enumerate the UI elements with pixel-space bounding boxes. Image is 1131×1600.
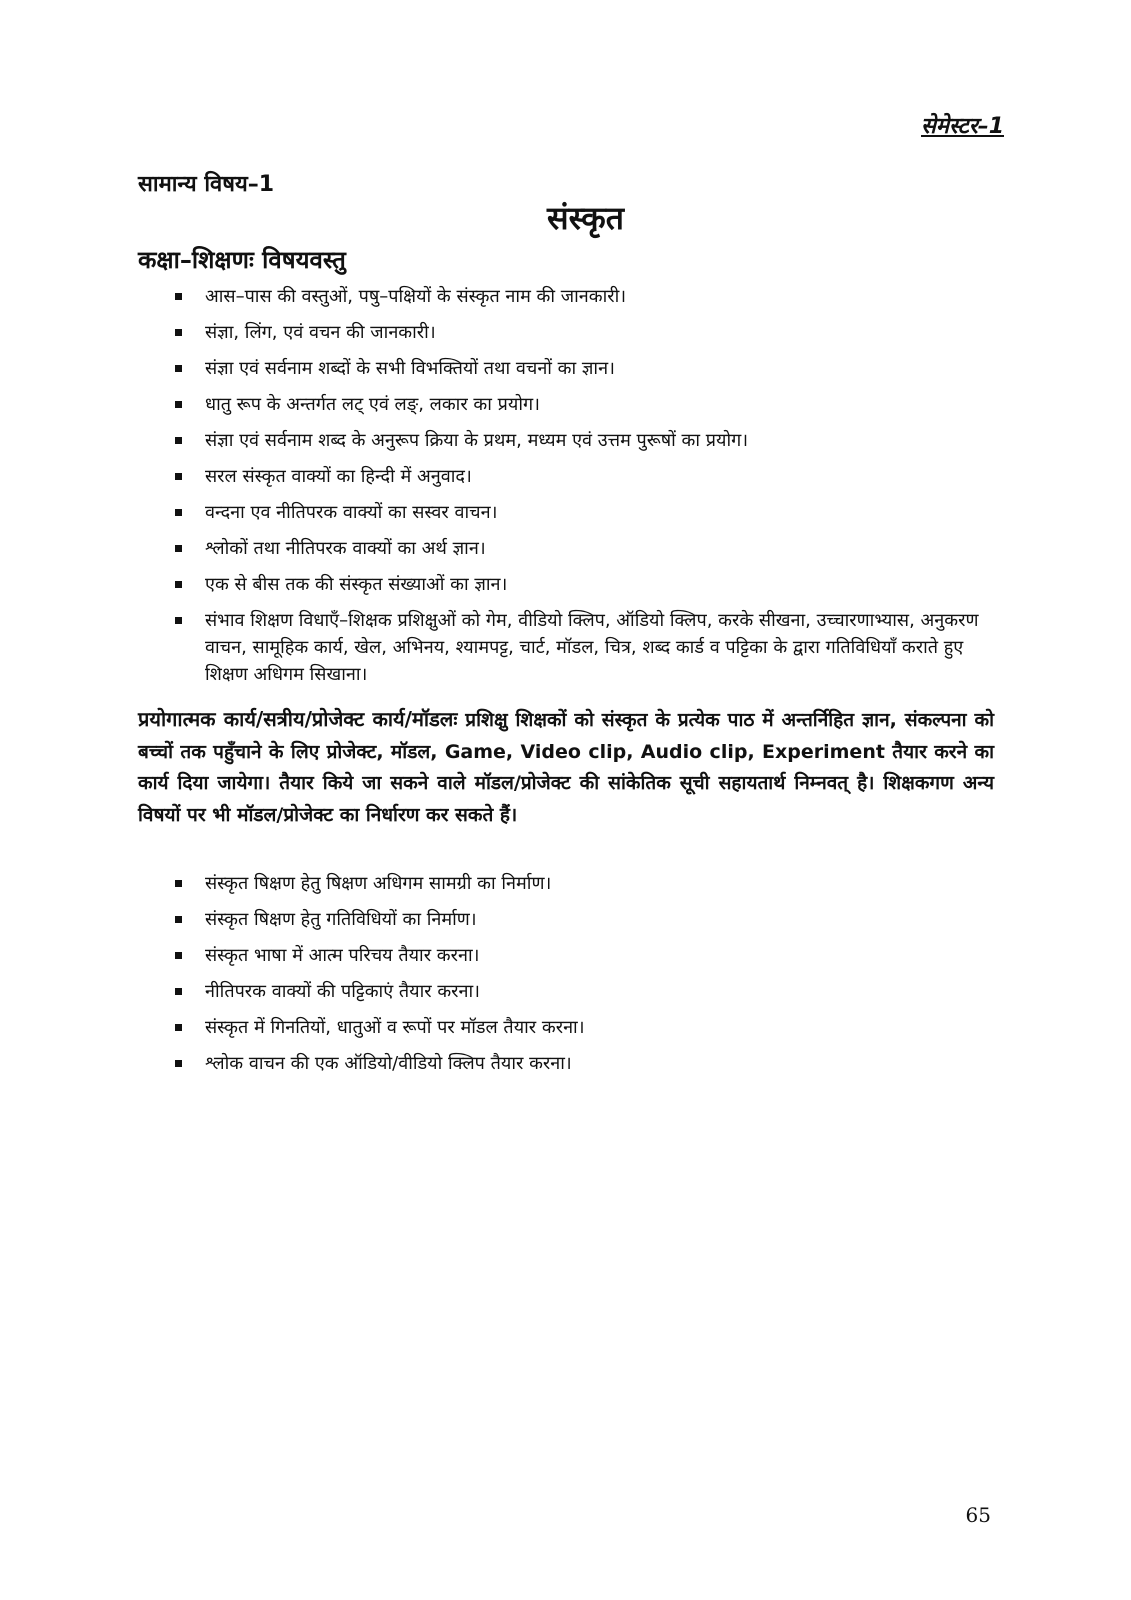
bullet-icon bbox=[175, 401, 182, 408]
list-item bbox=[175, 978, 995, 1005]
project-text: प्रशिक्षु शिक्षकों को संस्कृत के प्रत्येक पाठ में अन्तर्निहित ज्ञान, संकल्पना को बच्चों तक पहुँचाने के लिए प्रोजेक्ट, मॉडल, Game, Video clip, Audio clip, Experiment तैयार करने का कार्य दिया जायेगा। तैयार किये जा सकने वाले मॉडल/प्रोजेक्ट की सांकेतिक सूची सहायतार्थ निम्नवत् है। शिक्षकगण अन्य विषयों पर भी मॉडल/प्रोजेक्ट का निर्धारण कर सकते हैं। bbox=[138, 709, 994, 826]
page-number: 65 bbox=[965, 1503, 991, 1527]
content-list bbox=[175, 283, 995, 697]
list-item bbox=[175, 942, 995, 969]
project-lead: प्रयोगात्मक कार्य/सत्रीय/प्रोजेक्ट कार्य/मॉडलः bbox=[138, 707, 458, 731]
bullet-icon bbox=[175, 509, 182, 516]
section-heading: कक्षा–शिक्षणः विषयवस्तु bbox=[138, 246, 346, 274]
bullet-icon bbox=[175, 581, 182, 588]
list-item-text: सरल संस्कृत वाक्यों का हिन्दी में अनुवाद। bbox=[205, 466, 472, 487]
list-item bbox=[175, 427, 995, 454]
list-item-text: श्लोकों तथा नीतिपरक वाक्यों का अर्थ ज्ञान। bbox=[205, 538, 486, 559]
bullet-icon bbox=[175, 952, 182, 959]
list-item bbox=[175, 355, 995, 382]
list-item bbox=[175, 535, 995, 562]
bullet-icon bbox=[175, 916, 182, 923]
list-item bbox=[175, 571, 995, 598]
bullet-icon bbox=[175, 437, 182, 444]
list-item-text: एक से बीस तक की संस्कृत संख्याओं का ज्ञान। bbox=[205, 574, 508, 595]
list-item-text: नीतिपरक वाक्यों की पट्टिकाएं तैयार करना। bbox=[205, 981, 480, 1002]
list-item bbox=[175, 607, 995, 688]
list-item-text: संज्ञा एवं सर्वनाम शब्दों के सभी विभक्तियों तथा वचनों का ज्ञान। bbox=[205, 358, 615, 379]
list-item bbox=[175, 319, 995, 346]
list-item bbox=[175, 906, 995, 933]
project-paragraph bbox=[138, 704, 994, 831]
list-item bbox=[175, 499, 995, 526]
project-list bbox=[175, 870, 995, 1086]
list-item-text: संज्ञा, लिंग, एवं वचन की जानकारी। bbox=[205, 322, 436, 343]
bullet-icon bbox=[175, 473, 182, 480]
list-item-text: आस–पास की वस्तुओं, पषु–पक्षियों के संस्कृत नाम की जानकारी। bbox=[205, 286, 627, 307]
page-title: संस्कृत bbox=[547, 199, 624, 237]
list-item-text: संस्कृत षिक्षण हेतु षिक्षण अधिगम सामग्री का निर्माण। bbox=[205, 873, 552, 894]
bullet-icon bbox=[175, 617, 182, 624]
bullet-icon bbox=[175, 329, 182, 336]
list-item-text: संभाव शिक्षण विधाएँ–शिक्षक प्रशिक्षुओं को गेम, वीडियो क्लिप, ऑडियो क्लिप, करके सीखना, उच्चारणाभ्यास, अनुकरण वाचन, सामूहिक कार्य, खेल, अभिनय, श्यामपट्ट, चार्ट, मॉडल, चित्र, शब्द कार्ड व पट्टिका के द्वारा गतिविधियाँ कराते हुए शिक्षण अधिगम सिखाना। bbox=[205, 610, 979, 685]
list-item-text: वन्दना एव नीतिपरक वाक्यों का सस्वर वाचन। bbox=[205, 502, 498, 523]
list-item bbox=[175, 391, 995, 418]
bullet-icon bbox=[175, 988, 182, 995]
list-item-text: संस्कृत में गिनतियों, धातुओं व रूपों पर मॉडल तैयार करना। bbox=[205, 1017, 585, 1038]
list-item bbox=[175, 283, 995, 310]
bullet-icon bbox=[175, 545, 182, 552]
list-item bbox=[175, 463, 995, 490]
bullet-icon bbox=[175, 365, 182, 372]
list-item-text: श्लोक वाचन की एक ऑडियो/वीडियो क्लिप तैयार करना। bbox=[205, 1053, 572, 1074]
semester-label: सेमेस्टर–1 bbox=[921, 114, 1004, 139]
subject-label: सामान्य विषय–1 bbox=[138, 172, 275, 197]
list-item-text: संज्ञा एवं सर्वनाम शब्द के अनुरूप क्रिया के प्रथम, मध्यम एवं उत्तम पुरूषों का प्रयोग। bbox=[205, 430, 749, 451]
bullet-icon bbox=[175, 293, 182, 300]
list-item-text: धातु रूप के अन्तर्गत लट् एवं लङ्, लकार का प्रयोग। bbox=[205, 394, 540, 415]
list-item bbox=[175, 1014, 995, 1041]
list-item bbox=[175, 1050, 995, 1077]
list-item bbox=[175, 870, 995, 897]
bullet-icon bbox=[175, 1060, 182, 1067]
list-item-text: संस्कृत षिक्षण हेतु गतिविधियों का निर्माण। bbox=[205, 909, 477, 930]
bullet-icon bbox=[175, 1024, 182, 1031]
bullet-icon bbox=[175, 880, 182, 887]
list-item-text: संस्कृत भाषा में आत्म परिचय तैयार करना। bbox=[205, 945, 480, 966]
